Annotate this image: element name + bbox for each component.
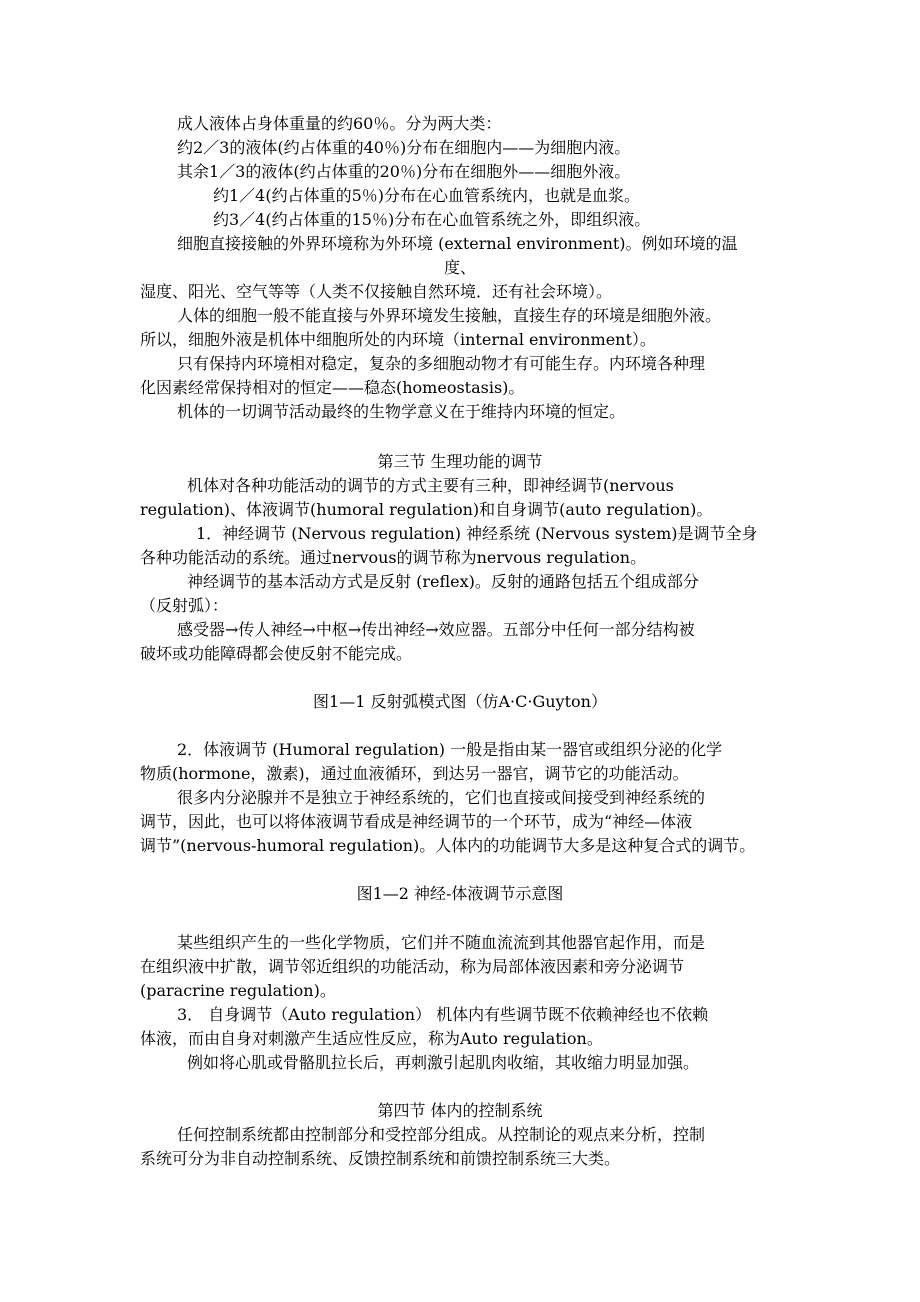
paragraph-line: 所以，细胞外液是机体中细胞所处的内环境（internal environment）。: [140, 330, 656, 349]
paragraph-line: 例如将心肌或骨骼肌拉长后，再刺激引起肌肉收缩，其收缩力明显加强。: [187, 1053, 700, 1072]
paragraph-line: 度、: [443, 258, 476, 277]
paragraph-line: 其余1／3的液体(约占体重的20％)分布在细胞外——细胞外液。: [177, 162, 631, 181]
paragraph-line: 成人液体占身体重量的约60％。分为两大类：: [177, 114, 502, 133]
paragraph-line: 湿度、阳光、空气等等（人类不仅接触自然环境．还有社会环境）。: [140, 282, 613, 301]
section-heading: 第三节 生理功能的调节: [377, 452, 543, 471]
paragraph-line: 1．神经调节 (Nervous regulation) 神经系统 (Nervous system)是调节全身: [196, 524, 758, 543]
paragraph-line: regulation)、体液调节(humoral regulation)和自身调节(auto regulation)。: [140, 500, 713, 519]
paragraph-line: 任何控制系统都由控制部分和受控部分组成。从控制论的观点来分析，控制: [177, 1125, 706, 1144]
paragraph-line: 神经调节的基本活动方式是反射 (reflex)。反射的通路包括五个组成部分: [187, 572, 699, 591]
paragraph-line: 2．体液调节 (Humoral regulation) 一般是指由某一器官或组织分泌的化学: [177, 740, 723, 759]
paragraph-line: 化因素经常保持相对的恒定——稳态(homeostasis)。: [140, 378, 525, 397]
paragraph-line: (paracrine regulation)。: [140, 981, 336, 1000]
figure-caption: 图1—1 反射弧模式图（仿A·C·Guyton）: [313, 692, 607, 711]
paragraph-line: 各种功能活动的系统。通过nervous的调节称为nervous regulation。: [140, 548, 647, 567]
paragraph-line: 约3／4(约占体重的15％)分布在心血管系统之外，即组织液。: [213, 210, 651, 229]
paragraph-line: 机体的一切调节活动最终的生物学意义在于维持内环境的恒定。: [177, 402, 626, 421]
paragraph-line: 破坏或功能障碍都会使反射不能完成。: [140, 644, 413, 663]
paragraph-line: 3． 自身调节（Auto regulation） 机体内有些调节既不依赖神经也不依赖: [177, 1005, 709, 1024]
paragraph-line: 人体的细胞一般不能直接与外界环境发生接触，直接生存的环境是细胞外液。: [177, 306, 722, 325]
paragraph-line: （反射弧）：: [140, 596, 229, 615]
section-heading: 第四节 体内的控制系统: [377, 1101, 543, 1120]
paragraph-line: 很多内分泌腺并不是独立于神经系统的，它们也直接或间接受到神经系统的: [177, 788, 706, 807]
paragraph-line: 系统可分为非自动控制系统、反馈控制系统和前馈控制系统三大类。: [140, 1149, 621, 1168]
paragraph-line: 体液，而由自身对刺激产生适应性反应，称为Auto regulation。: [140, 1029, 603, 1048]
figure-caption: 图1—2 神经-体液调节示意图: [356, 884, 564, 903]
paragraph-line: 约2／3的液体(约占体重的40％)分布在细胞内——为细胞内液。: [177, 138, 631, 157]
paragraph-line: 细胞直接接触的外界环境称为外环境 (external environment)。例如环境的温: [177, 234, 738, 253]
paragraph-line: 约1／4(约占体重的5％)分布在心血管系统内，也就是血浆。: [213, 186, 641, 205]
paragraph-line: 调节，因此，也可以将体液调节看成是神经调节的一个环节，成为“神经—体液: [140, 812, 693, 831]
paragraph-line: 在组织液中扩散，调节邻近组织的功能活动，称为局部体液因素和旁分泌调节: [140, 957, 685, 976]
paragraph-line: 某些组织产生的一些化学物质，它们并不随血流流到其他器官起作用，而是: [177, 933, 706, 952]
paragraph-line: 只有保持内环境相对稳定，复杂的多细胞动物才有可能生存。内环境各种理: [177, 354, 706, 373]
paragraph-line: 物质(hormone，激素)，通过血液循环，到达另一器官，调节它的功能活动。: [140, 764, 689, 783]
paragraph-line: 感受器→传人神经→中枢→传出神经→效应器。五部分中任何一部分结构被: [177, 620, 695, 639]
paragraph-line: 机体对各种功能活动的调节的方式主要有三种，即神经调节(nervous: [187, 476, 674, 495]
paragraph-line: 调节”(nervous-humoral regulation)。人体内的功能调节大多是这种复合式的调节。: [140, 836, 756, 855]
